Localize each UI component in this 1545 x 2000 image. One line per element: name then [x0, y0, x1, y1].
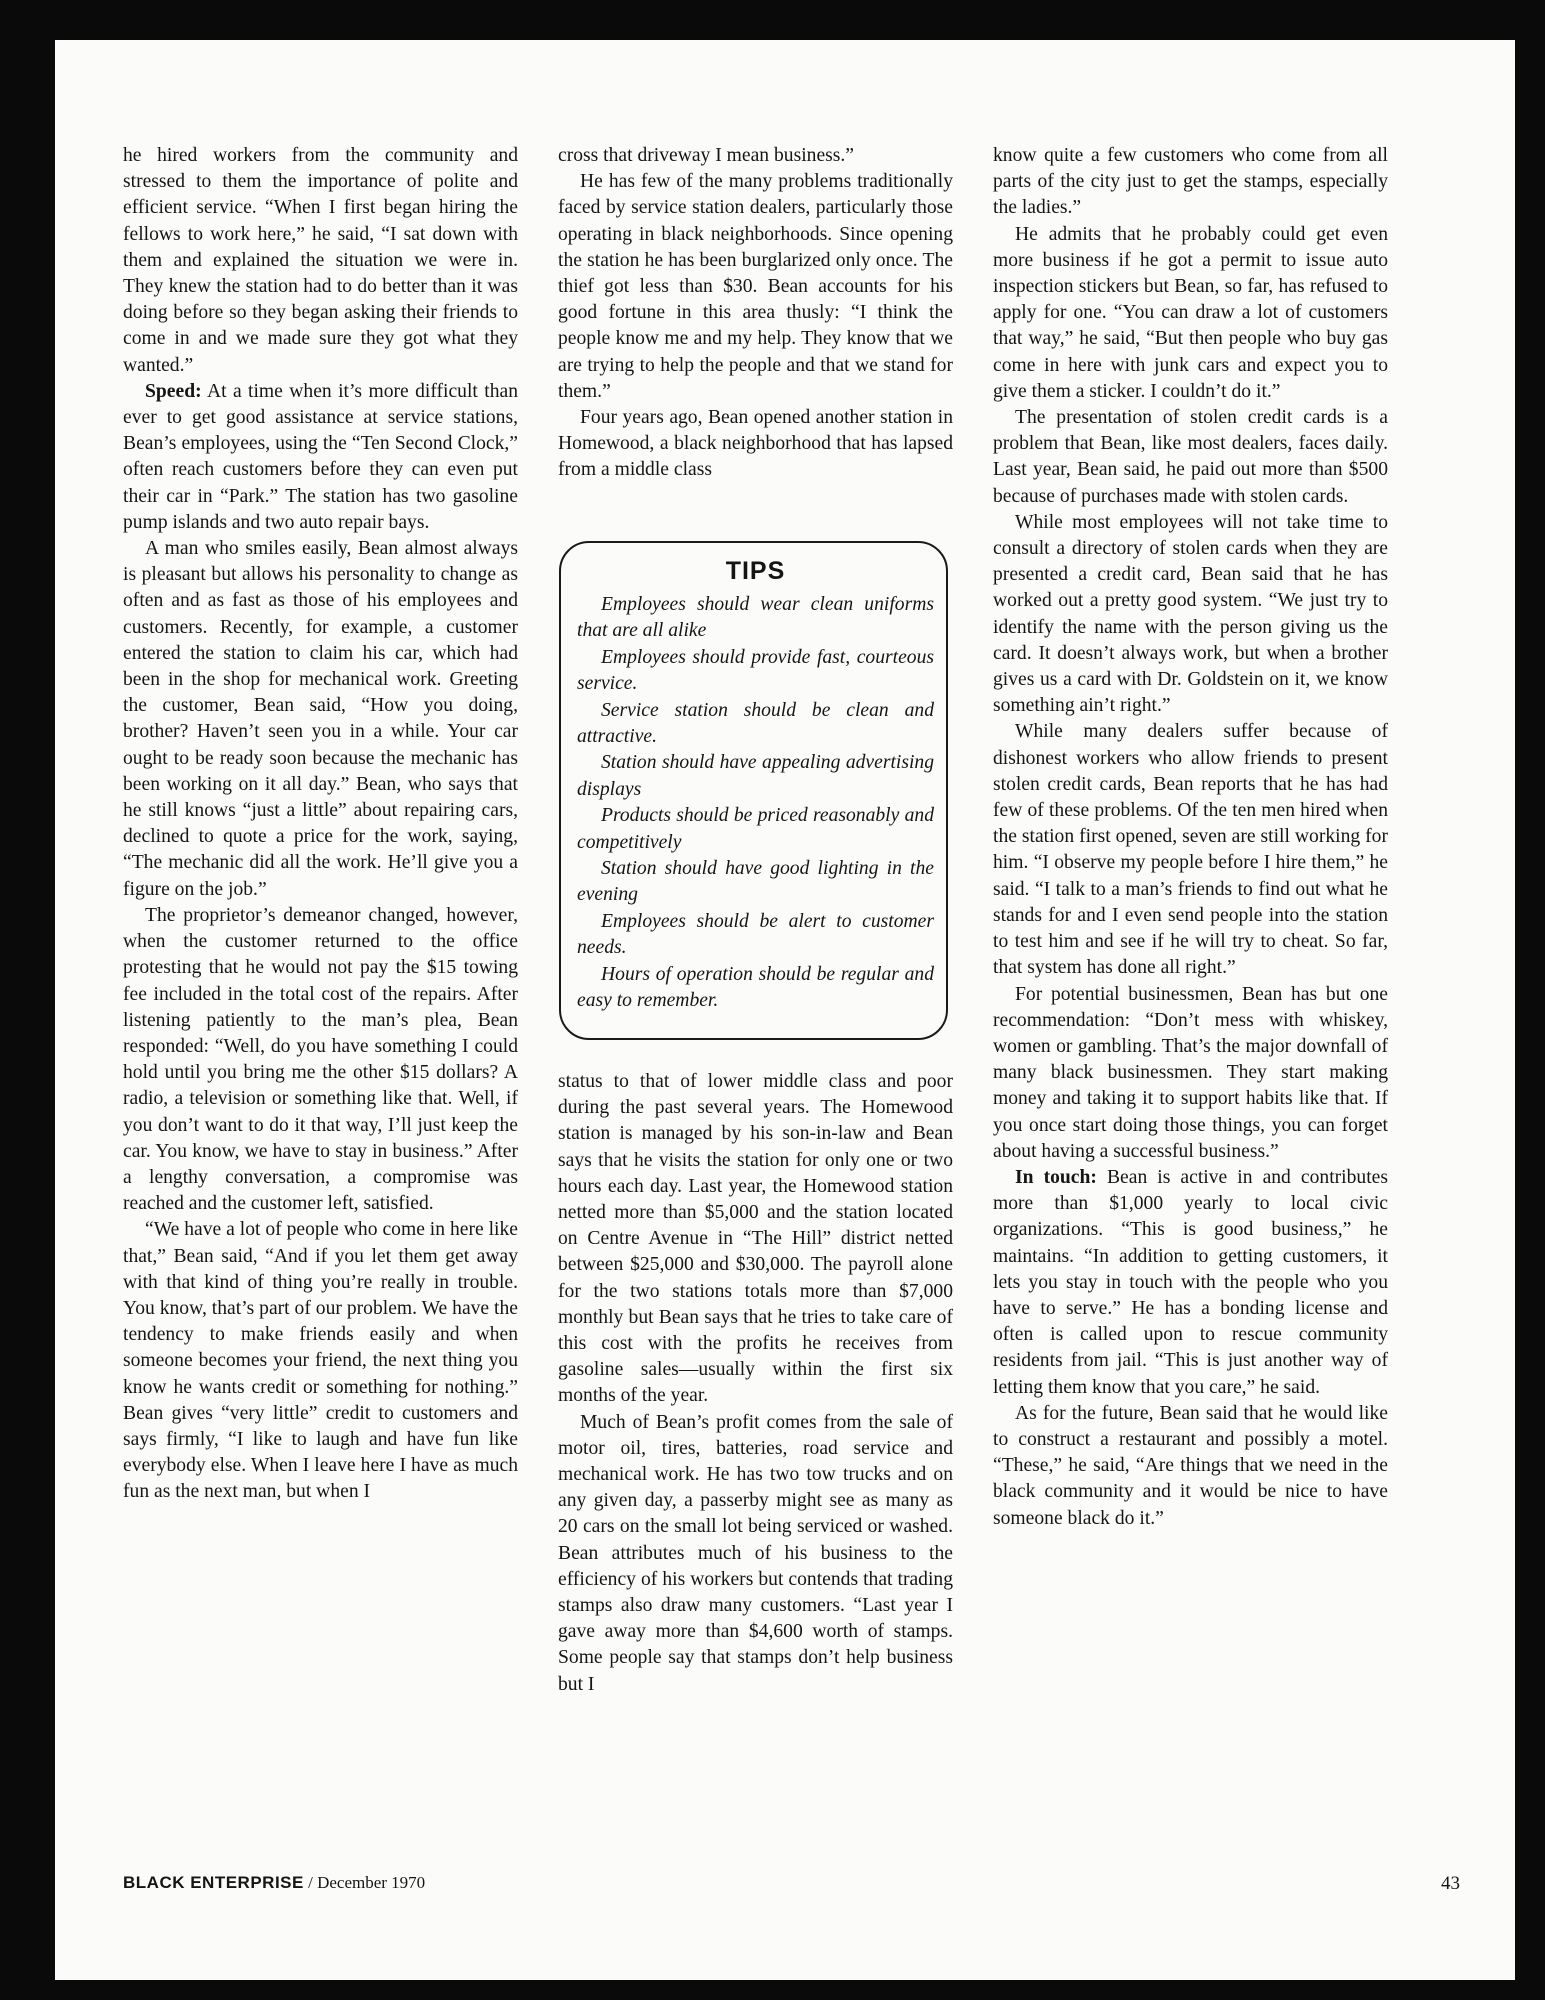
magazine-name: BLACK ENTERPRISE: [123, 1873, 304, 1892]
tip-item: Employees should be alert to customer needs.: [577, 910, 934, 959]
paragraph: The presentation of stolen credit cards is a problem that Bean, like most dealers, faces daily. Last year, Bean said, he paid out more than $500 because of purchases made with stolen cards.: [993, 407, 1388, 507]
paragraph-text: At a time when it’s more difficult than ever to get good assistance at service stations, Bean’s employees, using the “Ten Second Clock,” often reach customers before they can even put their car in “Park.” The station has two gasoline pump islands and two auto repair bays.: [123, 380, 518, 533]
paragraph: While many dealers suffer because of dishonest workers who allow friends to present stolen credit cards, Bean reports that he has had few of these problems. Of the ten men hired when the station first opened, seven are still working for him. “I observe my people before I hire them,” he said. “I talk to a man’s friends to find out what he stands for and I even send people into the station to test him and see if he will try to cheat. So far, that system has done all right.”: [993, 721, 1388, 979]
tip-item: Service station should be clean and attractive.: [577, 699, 934, 748]
paragraph: “We have a lot of people who come in here like that,” Bean said, “And if you let them get away with that kind of thing you’re really in trouble. You know, that’s part of our problem. We have the tendency to make friends easily and when someone becomes your friend, the next thing you know he wants credit or something for nothing.” Bean gives “very little” credit to customers and says firmly, “I like to laugh and have fun like everybody else. When I leave here I have as much fun as the next man, but when I: [123, 1219, 518, 1503]
column-3: [993, 143, 1388, 1532]
tip-item: Station should have good lighting in the evening: [577, 858, 934, 906]
paragraph: A man who smiles easily, Bean almost always is pleasant but allows his personality to change as often and as fast as those of his employees and customers. Recently, for example, a customer entered the station to claim his car, which had been in the shop for mechanical work. Greeting the customer, Bean said, “How you doing, brother? Haven’t seen you in a while. Your car ought to be ready soon because the mechanic has been working on it all day.” Bean, who says that he still knows “just a little” about repairing cars, declined to quote a price for the work, saying, “The mechanic did all the work. He’ll give you a figure on the job.”: [123, 538, 518, 900]
paragraph: For potential businessmen, Bean has but one recommendation: “Don’t mess with whiskey, women or gambling. That’s the major downfall of many black businessmen. They start making money and taking it to support habits like that. If you once start doing those things, you can forget about having a successful business.”: [993, 983, 1388, 1162]
tip-item: Products should be priced reasonably and competitively: [577, 805, 934, 853]
column-2-top: [558, 143, 953, 484]
paragraph-speed: [123, 379, 518, 536]
paragraph: Four years ago, Bean opened another station in Homewood, a black neighborhood that has lapsed from a middle class: [558, 407, 953, 481]
paragraph: cross that driveway I mean business.”: [558, 145, 855, 166]
paragraph: While most employees will not take time to consult a directory of stolen cards when they are presented a credit card, Bean said that he has worked out a pretty good system. “We just try to identify the name with the person giving us the card. It doesn’t always work, but when a brother gives us a card with Dr. Goldstein on it, we know something ain’t right.”: [993, 511, 1388, 717]
paragraph: He has few of the many problems traditionally faced by service station dealers, particularly those operating in black neighborhoods. Since opening the station he has been burglarized only once. The thief got less than $30. Bean accounts for his good fortune in this area thusly: “I think the people know me and my help. They know that we are trying to help the people and that we stand for them.”: [558, 171, 953, 402]
tips-title: TIPS: [725, 557, 786, 585]
tips-box: [559, 541, 948, 1040]
paragraph-text: Bean is active in and contributes more than $1,000 yearly to local civic organizations. “This is good business,” he maintains. “In addition to getting customers, it lets you stay in touch with the people who you have to serve.” He has a bonding license and often is called upon to rescue community residents from jail. “This is just another way of letting them know that you care,” he said.: [993, 1166, 1388, 1398]
page-footer: [123, 1873, 1460, 1895]
column-2-bottom: [558, 1069, 953, 1698]
paragraph: he hired workers from the community and stressed to them the importance of polite and efficient service. “When I first began hiring the fellows to work here,” he said, “I sat down with them and explained the situation we were in. They knew the station had to do better than it was doing before so they began asking their friends to come in and we made sure they got what they wanted.”: [123, 145, 518, 376]
paragraph: The proprietor’s demeanor changed, however, when the customer returned to the office protesting that he would not pay the $15 towing fee included in the total cost of the repairs. After listening patiently to the man’s plea, Bean responded: “Well, do you have something I could hold until you bring me the other $15 dollars? A radio, a television or something like that. Well, if you don’t want to do it that way, I’ll just keep the car. You know, we have to stay in business.” After a lengthy conversation, a compromise was reached and the customer left, satisfied.: [123, 904, 518, 1215]
tips-list: [577, 592, 934, 1015]
tip-item: Employees should provide fast, courteous service.: [577, 646, 934, 695]
run-in-head: In touch:: [1015, 1166, 1097, 1188]
column-1: [123, 143, 518, 1506]
paragraph: Much of Bean’s profit comes from the sale of motor oil, tires, batteries, road service and mechanical work. He has two tow trucks and on any given day, a passerby might see as many as 20 cars on the small lot being serviced or washed. Bean attributes much of his business to the efficiency of his workers but contends that trading stamps also draw many customers. “Last year I gave away more than $4,600 worth of stamps. Some people say that stamps don’t help business but I: [558, 1411, 953, 1695]
run-in-head: Speed:: [145, 380, 202, 402]
magazine-page: [55, 40, 1515, 1980]
tip-item: Employees should wear clean uniforms that are all alike: [577, 594, 934, 642]
paragraph-in-touch: [993, 1165, 1388, 1401]
page-number: 43: [1441, 1873, 1460, 1894]
paragraph: know quite a few customers who come from all parts of the city just to get the stamps, especially the ladies.”: [993, 145, 1388, 219]
paragraph: He admits that he probably could get even more business if he got a permit to issue auto inspection stickers but Bean, so far, has refused to apply for one. “You can draw a lot of customers that way,” he said, “But then people who buy gas come in here with junk cars and expect you to give them a sticker. I couldn’t do it.”: [993, 223, 1388, 402]
issue-date: / December 1970: [303, 1873, 426, 1892]
paragraph: status to that of lower middle class and poor during the past several years. The Homewood station is managed by his son-in-law and Bean says that he visits the station for only one or two hours each day. Last year, the Homewood station netted more than $5,000 and the station located on Centre Avenue in “The Hill” district netted between $25,000 and $30,000. The payroll alone for the two stations totals more than $7,000 monthly but Bean says that he tries to take care of this cost with the profits he receives from gasoline sales—usually within the first six months of the year.: [558, 1071, 953, 1407]
footer-credit: [123, 1873, 425, 1895]
paragraph: As for the future, Bean said that he would like to construct a restaurant and possibly a motel. “These,” he said, “Are things that we need in the black community and it would be nice to have someone black do it.”: [993, 1402, 1388, 1529]
tip-item: Hours of operation should be regular and easy to remember.: [577, 963, 934, 1012]
tip-item: Station should have appealing advertising displays: [577, 752, 934, 800]
